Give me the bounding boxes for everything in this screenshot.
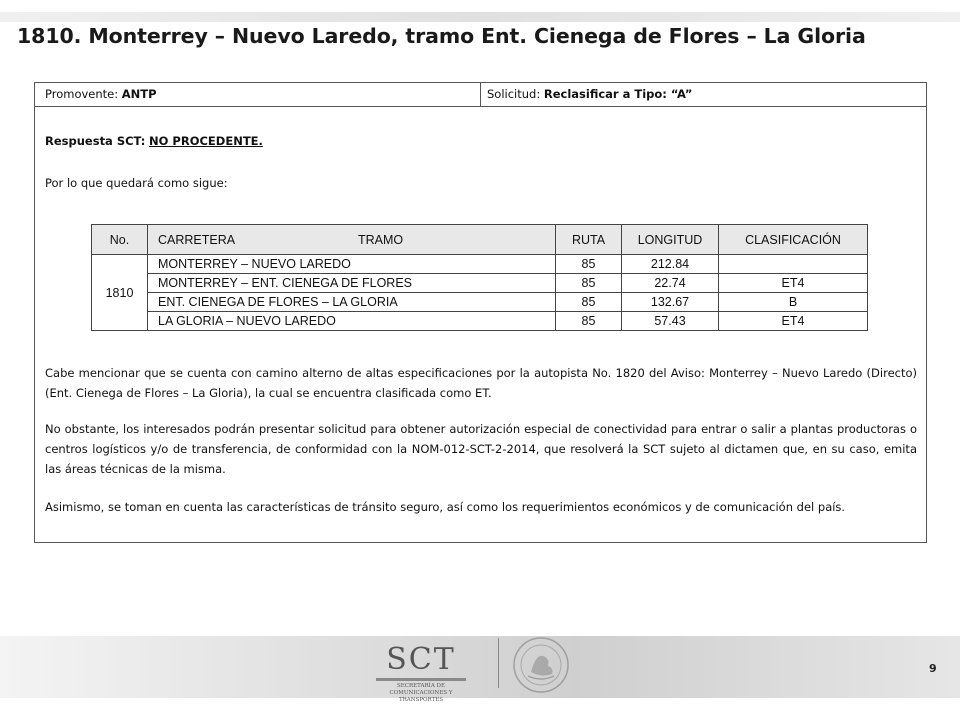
top-band [0,12,960,22]
solicitud-cell [487,83,692,106]
table-row [92,293,868,312]
longitud-cell: 22.74 [622,274,719,293]
answer-value: NO PROCEDENTE. [149,134,263,148]
header-longitud: LONGITUD [622,225,719,255]
table-row [92,255,868,274]
header-tramo: TRAMO [358,232,404,247]
bottom-band [0,636,960,698]
tramo-cell: ENT. CIENEGA DE FLORES – LA GLORIA [148,293,556,312]
clasificacion-cell: B [719,293,868,312]
route-number-cell: 1810 [92,255,148,331]
resolution-panel [34,82,927,543]
ruta-cell: 85 [556,312,622,331]
header-carretera: CARRETERA [158,232,236,247]
header-clasificacion: CLASIFICACIÓN [719,225,868,255]
sct-logo-word: SCT [386,642,456,677]
paragraph-safe-transit: Asimismo, se toman en cuenta las características de tránsito seguro, así como los requerimientos económicos y de comunicación del país. [45,500,846,514]
solicitud-label: Solicitud: [487,87,541,101]
header-no: No. [92,225,148,255]
classification-table [91,224,868,331]
logo-separator [498,638,499,688]
sct-answer [45,131,263,151]
promovente-cell [45,83,157,106]
ruta-cell: 85 [556,255,622,274]
page-number: 9 [929,662,937,675]
table-row [92,312,868,331]
promovente-label: Promovente: [45,87,119,101]
longitud-cell: 212.84 [622,255,719,274]
paragraph-special-connectivity: No obstante, los interesados podrán presentar solicitud para obtener autorización especial de conectividad para entrar o salir a plantas productoras o centros logísticos y/o de transferencia, de conformidad con la NOM-012-SCT-2-2014, que resolverá la SCT sujeto al dictamen que, en su caso, emita las áreas técnicas de la misma. [45,422,917,476]
table-header-row [92,225,868,255]
answer-followup: Por lo que quedará como sigue: [45,176,228,190]
solicitud-value: Reclasificar a Tipo: “A” [543,87,693,101]
sct-logo [376,640,466,704]
longitud-cell: 57.43 [622,312,719,331]
paragraph-alternate-road: Cabe mencionar que se cuenta con camino alterno de altas especificaciones por la autopista No. 1820 del Aviso: Monterrey – Nuevo Laredo (Directo) (Ent. Cienega de Flores – La Gloria), la cual se encuentra clasificada como ET. [45,366,917,400]
tramo-cell: MONTERREY – NUEVO LAREDO [148,255,556,274]
answer-label: Respuesta SCT: [45,134,146,148]
header-ruta: RUTA [556,225,622,255]
tramo-cell: LA GLORIA – NUEVO LAREDO [148,312,556,331]
national-seal-icon [512,636,570,694]
clasificacion-cell [719,255,868,274]
header-divider [480,83,481,106]
longitud-cell: 132.67 [622,293,719,312]
clasificacion-cell: ET4 [719,274,868,293]
ruta-cell: 85 [556,274,622,293]
slide-title: 1810. Monterrey – Nuevo Laredo, tramo Ent. Cienega de Flores – La Gloria [17,24,866,48]
tramo-cell: MONTERREY – ENT. CIENEGA DE FLORES [148,274,556,293]
request-header-row [35,83,926,107]
header-carretera-tramo [148,225,556,255]
ruta-cell: 85 [556,293,622,312]
sct-logo-subtitle: SECRETARÍA DE COMUNICACIONES Y TRANSPORTES [389,683,453,703]
clasificacion-cell: ET4 [719,312,868,331]
table-row [92,274,868,293]
promovente-value: ANTP [121,87,157,101]
sct-logo-rule [376,678,466,681]
